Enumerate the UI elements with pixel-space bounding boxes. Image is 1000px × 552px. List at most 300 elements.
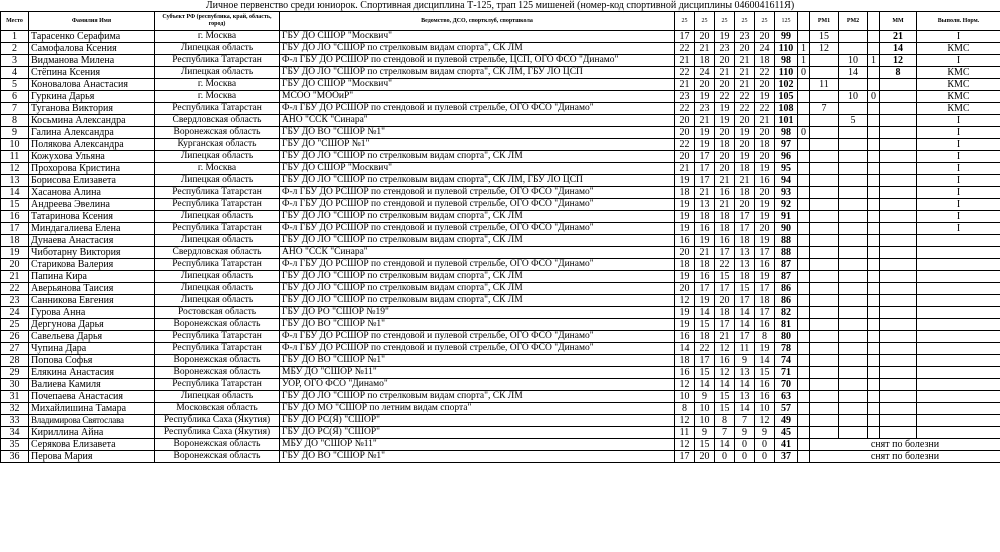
series-2-cell: 15 — [695, 319, 715, 331]
rm2-cell — [839, 367, 868, 379]
rm2-cell — [839, 259, 868, 271]
shootoff-1-cell — [798, 91, 810, 103]
series-1-cell: 20 — [675, 283, 695, 295]
series-2-cell: 16 — [695, 271, 715, 283]
table-row — [1, 391, 1000, 403]
shootoff-1-cell — [798, 31, 810, 43]
table-row — [1, 427, 1000, 439]
name-cell: Полякова Александра — [29, 139, 155, 151]
series-2-cell: 10 — [695, 415, 715, 427]
total-cell: 71 — [775, 367, 798, 379]
place-cell: 30 — [1, 379, 29, 391]
rm1-cell — [810, 211, 839, 223]
series-3-cell: 19 — [715, 115, 735, 127]
region-cell: Республика Татарстан — [155, 223, 280, 235]
mm-cell — [880, 307, 917, 319]
shootoff-2-cell — [868, 259, 880, 271]
region-cell: Воронежская область — [155, 319, 280, 331]
series-1-cell: 11 — [675, 427, 695, 439]
name-cell: Попова Софья — [29, 355, 155, 367]
header-norm: Выполн. Норм. — [917, 12, 1000, 31]
mm-cell — [880, 199, 917, 211]
region-cell: Московская область — [155, 403, 280, 415]
mm-cell — [880, 343, 917, 355]
rm2-cell — [839, 235, 868, 247]
rm2-cell — [839, 343, 868, 355]
series-3-cell: 23 — [715, 43, 735, 55]
shootoff-2-cell — [868, 115, 880, 127]
shootoff-2-cell — [868, 415, 880, 427]
series-4-cell: 21 — [735, 55, 755, 67]
series-5-cell: 22 — [755, 103, 775, 115]
place-cell: 14 — [1, 187, 29, 199]
region-cell: Республика Татарстан — [155, 259, 280, 271]
place-cell: 2 — [1, 43, 29, 55]
place-cell: 4 — [1, 67, 29, 79]
series-3-cell: 15 — [715, 271, 735, 283]
mm-cell — [880, 355, 917, 367]
series-5-cell: 20 — [755, 127, 775, 139]
series-2-cell: 24 — [695, 67, 715, 79]
rm2-cell — [839, 283, 868, 295]
rm1-cell — [810, 67, 839, 79]
series-4-cell: 9 — [735, 355, 755, 367]
series-4-cell: 14 — [735, 379, 755, 391]
rm1-cell — [810, 379, 839, 391]
series-3-cell: 20 — [715, 295, 735, 307]
series-5-cell: 21 — [755, 115, 775, 127]
org-cell: ГБУ ДО ЛО "СШОР по стрелковым видам спорта", СК ЛМ — [280, 271, 675, 283]
region-cell: Липецкая область — [155, 211, 280, 223]
org-cell: ГБУ ДО РС(Я) "СШОР" — [280, 415, 675, 427]
region-cell: Липецкая область — [155, 151, 280, 163]
series-4-cell: 21 — [735, 67, 755, 79]
series-3-cell: 18 — [715, 139, 735, 151]
total-cell: 108 — [775, 103, 798, 115]
name-cell: Перова Мария — [29, 451, 155, 463]
shootoff-1-cell: 1 — [798, 43, 810, 55]
series-1-cell: 17 — [675, 451, 695, 463]
region-cell: Республика Татарстан — [155, 343, 280, 355]
rm2-cell: 10 — [839, 55, 868, 67]
shootoff-2-cell — [868, 343, 880, 355]
series-3-cell: 15 — [715, 403, 735, 415]
rm2-cell — [839, 427, 868, 439]
series-3-cell: 18 — [715, 211, 735, 223]
norm-cell: КМС — [917, 103, 1000, 115]
header-region: Субъект РФ (республика, край, область, город) — [155, 12, 280, 31]
series-4-cell: 14 — [735, 403, 755, 415]
series-4-cell: 9 — [735, 427, 755, 439]
total-cell: 70 — [775, 379, 798, 391]
mm-cell — [880, 235, 917, 247]
rm2-cell — [839, 271, 868, 283]
place-cell: 21 — [1, 271, 29, 283]
series-2-cell: 9 — [695, 391, 715, 403]
rm2-cell — [839, 415, 868, 427]
table-row — [1, 283, 1000, 295]
norm-cell: КМС — [917, 43, 1000, 55]
org-cell: ГБУ ДО ЛО "СШОР по стрелковым видам спорта", СК ЛМ — [280, 295, 675, 307]
name-cell: Почепаева Анастасия — [29, 391, 155, 403]
series-4-cell: 18 — [735, 235, 755, 247]
name-cell: Михайлишина Тамара — [29, 403, 155, 415]
series-1-cell: 23 — [675, 91, 695, 103]
series-3-cell: 16 — [715, 235, 735, 247]
shootoff-1-cell — [798, 103, 810, 115]
shootoff-2-cell — [868, 247, 880, 259]
mm-cell — [880, 163, 917, 175]
shootoff-2-cell — [868, 319, 880, 331]
region-cell: Республика Саха (Якутия) — [155, 427, 280, 439]
series-5-cell: 15 — [755, 367, 775, 379]
norm-cell: I — [917, 175, 1000, 187]
norm-cell — [917, 283, 1000, 295]
region-cell: Воронежская область — [155, 355, 280, 367]
place-cell: 19 — [1, 247, 29, 259]
series-3-cell: 20 — [715, 127, 735, 139]
series-5-cell: 20 — [755, 187, 775, 199]
norm-cell — [917, 355, 1000, 367]
norm-cell: I — [917, 199, 1000, 211]
norm-cell — [917, 391, 1000, 403]
region-cell: Свердловская область — [155, 115, 280, 127]
place-cell: 17 — [1, 223, 29, 235]
series-2-cell: 14 — [695, 379, 715, 391]
norm-cell — [917, 319, 1000, 331]
series-4-cell: 17 — [735, 295, 755, 307]
norm-cell: КМС — [917, 67, 1000, 79]
shootoff-2-cell — [868, 283, 880, 295]
total-cell: 86 — [775, 295, 798, 307]
mm-cell — [880, 175, 917, 187]
series-1-cell: 22 — [675, 67, 695, 79]
norm-cell: I — [917, 55, 1000, 67]
org-cell: МБУ ДО "СШОР №11" — [280, 439, 675, 451]
series-1-cell: 19 — [675, 307, 695, 319]
series-1-cell: 8 — [675, 403, 695, 415]
rm1-cell — [810, 391, 839, 403]
rm1-cell — [810, 259, 839, 271]
rm2-cell — [839, 403, 868, 415]
region-cell: Республика Саха (Якутия) — [155, 415, 280, 427]
series-1-cell: 19 — [675, 319, 695, 331]
note-cell: снят по болезни — [810, 439, 1000, 451]
series-4-cell: 13 — [735, 391, 755, 403]
series-2-cell: 19 — [695, 139, 715, 151]
rm1-cell — [810, 223, 839, 235]
total-cell: 87 — [775, 271, 798, 283]
org-cell: АНО "ССК "Синара" — [280, 247, 675, 259]
shootoff-1-cell — [798, 115, 810, 127]
mm-cell: 8 — [880, 67, 917, 79]
name-cell: Хасанова Алина — [29, 187, 155, 199]
org-cell: МБУ ДО "СШОР №11" — [280, 367, 675, 379]
series-5-cell: 9 — [755, 427, 775, 439]
series-1-cell: 19 — [675, 223, 695, 235]
header-series-3: 25 — [715, 12, 735, 31]
mm-cell — [880, 259, 917, 271]
shootoff-1-cell — [798, 163, 810, 175]
place-cell: 28 — [1, 355, 29, 367]
org-cell: ГБУ ДО СШОР "Москвич" — [280, 31, 675, 43]
norm-cell: I — [917, 151, 1000, 163]
series-3-cell: 20 — [715, 79, 735, 91]
series-5-cell: 24 — [755, 43, 775, 55]
total-cell: 110 — [775, 67, 798, 79]
shootoff-2-cell — [868, 67, 880, 79]
total-cell: 98 — [775, 55, 798, 67]
table-row — [1, 211, 1000, 223]
total-cell: 81 — [775, 319, 798, 331]
place-cell: 7 — [1, 103, 29, 115]
table-row — [1, 103, 1000, 115]
shootoff-1-cell — [798, 319, 810, 331]
total-cell: 93 — [775, 187, 798, 199]
series-3-cell: 17 — [715, 247, 735, 259]
rm2-cell — [839, 307, 868, 319]
series-3-cell: 21 — [715, 175, 735, 187]
series-2-cell: 22 — [695, 343, 715, 355]
norm-cell — [917, 427, 1000, 439]
name-cell: Серякова Елизавета — [29, 439, 155, 451]
rm2-cell — [839, 43, 868, 55]
name-cell: Косьмина Александра — [29, 115, 155, 127]
rm2-cell — [839, 175, 868, 187]
place-cell: 36 — [1, 451, 29, 463]
rm1-cell — [810, 235, 839, 247]
series-3-cell: 7 — [715, 427, 735, 439]
shootoff-2-cell — [868, 43, 880, 55]
region-cell: Липецкая область — [155, 175, 280, 187]
header-mm: ММ — [880, 12, 917, 31]
total-cell: 86 — [775, 283, 798, 295]
rm1-cell: 15 — [810, 31, 839, 43]
series-1-cell: 22 — [675, 43, 695, 55]
total-cell: 88 — [775, 235, 798, 247]
series-2-cell: 17 — [695, 151, 715, 163]
place-cell: 15 — [1, 199, 29, 211]
total-cell: 74 — [775, 355, 798, 367]
series-4-cell: 22 — [735, 103, 755, 115]
table-row — [1, 175, 1000, 187]
mm-cell — [880, 391, 917, 403]
shootoff-1-cell — [798, 151, 810, 163]
header-shootoff-2 — [868, 12, 880, 31]
table-row — [1, 247, 1000, 259]
org-cell: ГБУ ДО ЛО "СШОР по стрелковым видам спорта", СК ЛМ — [280, 391, 675, 403]
rm2-cell — [839, 199, 868, 211]
rm1-cell — [810, 355, 839, 367]
series-5-cell: 10 — [755, 403, 775, 415]
table-row — [1, 379, 1000, 391]
region-cell: г. Москва — [155, 79, 280, 91]
series-1-cell: 22 — [675, 139, 695, 151]
series-4-cell: 23 — [735, 31, 755, 43]
series-2-cell: 19 — [695, 235, 715, 247]
series-3-cell: 16 — [715, 355, 735, 367]
mm-cell — [880, 223, 917, 235]
series-3-cell: 18 — [715, 307, 735, 319]
table-row — [1, 271, 1000, 283]
rm1-cell: 12 — [810, 43, 839, 55]
series-4-cell: 17 — [735, 223, 755, 235]
rm1-cell — [810, 247, 839, 259]
mm-cell — [880, 283, 917, 295]
series-1-cell: 22 — [675, 103, 695, 115]
org-cell: Ф-л ГБУ ДО РСШОР по стендовой и пулевой стрельбе, ЦСП, ОГО ФСО "Динамо" — [280, 55, 675, 67]
region-cell: Республика Татарстан — [155, 187, 280, 199]
series-4-cell: 18 — [735, 187, 755, 199]
mm-cell — [880, 211, 917, 223]
shootoff-1-cell — [798, 367, 810, 379]
series-4-cell: 18 — [735, 163, 755, 175]
rm2-cell — [839, 319, 868, 331]
header-place: Место — [1, 12, 29, 31]
shootoff-2-cell — [868, 127, 880, 139]
series-1-cell: 12 — [675, 295, 695, 307]
series-4-cell: 0 — [735, 439, 755, 451]
region-cell: Липецкая область — [155, 391, 280, 403]
series-5-cell: 18 — [755, 139, 775, 151]
series-5-cell: 20 — [755, 79, 775, 91]
series-5-cell: 8 — [755, 331, 775, 343]
region-cell: Республика Татарстан — [155, 103, 280, 115]
table-row — [1, 259, 1000, 271]
total-cell: 88 — [775, 247, 798, 259]
series-1-cell: 19 — [675, 175, 695, 187]
table-row — [1, 91, 1000, 103]
shootoff-1-cell — [798, 331, 810, 343]
norm-cell: I — [917, 211, 1000, 223]
total-cell: 78 — [775, 343, 798, 355]
region-cell: Липецкая область — [155, 295, 280, 307]
shootoff-1-cell — [798, 307, 810, 319]
series-5-cell: 17 — [755, 283, 775, 295]
series-1-cell: 19 — [675, 211, 695, 223]
place-cell: 35 — [1, 439, 29, 451]
total-cell: 94 — [775, 175, 798, 187]
total-cell: 80 — [775, 331, 798, 343]
shootoff-1-cell — [798, 439, 810, 451]
place-cell: 3 — [1, 55, 29, 67]
shootoff-1-cell — [798, 79, 810, 91]
norm-cell: I — [917, 223, 1000, 235]
rm1-cell: 11 — [810, 79, 839, 91]
series-3-cell: 15 — [715, 391, 735, 403]
total-cell: 102 — [775, 79, 798, 91]
total-cell: 63 — [775, 391, 798, 403]
mm-cell — [880, 415, 917, 427]
rm2-cell — [839, 211, 868, 223]
series-2-cell: 19 — [695, 127, 715, 139]
document-title: Личное первенство среди юниорок. Спортивная дисциплина Т-125, трап 125 мишеней (номер-код спортивной дисциплины 0460041611Я) — [205, 0, 795, 11]
series-1-cell: 20 — [675, 151, 695, 163]
total-cell: 92 — [775, 199, 798, 211]
series-3-cell: 8 — [715, 415, 735, 427]
region-cell: Липецкая область — [155, 43, 280, 55]
series-3-cell: 19 — [715, 103, 735, 115]
series-3-cell: 18 — [715, 223, 735, 235]
header-series-4: 25 — [735, 12, 755, 31]
name-cell: Валиева Камиля — [29, 379, 155, 391]
table-row — [1, 403, 1000, 415]
table-row — [1, 223, 1000, 235]
place-cell: 16 — [1, 211, 29, 223]
series-5-cell: 17 — [755, 307, 775, 319]
norm-cell: КМС — [917, 91, 1000, 103]
region-cell: Курганская область — [155, 139, 280, 151]
org-cell: ГБУ ДО ВО "СШОР №1" — [280, 451, 675, 463]
norm-cell — [917, 367, 1000, 379]
name-cell: Чупина Дара — [29, 343, 155, 355]
norm-cell — [917, 415, 1000, 427]
name-cell: Дергунова Дарья — [29, 319, 155, 331]
total-cell: 97 — [775, 139, 798, 151]
org-cell: ГБУ ДО РС(Я) "СШОР" — [280, 427, 675, 439]
rm2-cell — [839, 223, 868, 235]
place-cell: 22 — [1, 283, 29, 295]
table-row — [1, 367, 1000, 379]
place-cell: 33 — [1, 415, 29, 427]
shootoff-2-cell — [868, 187, 880, 199]
region-cell: Воронежская область — [155, 451, 280, 463]
series-5-cell: 0 — [755, 439, 775, 451]
mm-cell — [880, 271, 917, 283]
table-row — [1, 331, 1000, 343]
rm2-cell — [839, 379, 868, 391]
table-row — [1, 55, 1000, 67]
series-5-cell: 16 — [755, 259, 775, 271]
shootoff-1-cell: 0 — [798, 127, 810, 139]
series-5-cell: 18 — [755, 295, 775, 307]
rm1-cell — [810, 403, 839, 415]
series-3-cell: 17 — [715, 283, 735, 295]
name-cell: Татаринова Ксения — [29, 211, 155, 223]
series-3-cell: 21 — [715, 199, 735, 211]
series-1-cell: 12 — [675, 415, 695, 427]
mm-cell — [880, 79, 917, 91]
series-5-cell: 19 — [755, 343, 775, 355]
series-4-cell: 21 — [735, 175, 755, 187]
rm1-cell — [810, 187, 839, 199]
norm-cell — [917, 331, 1000, 343]
series-3-cell: 0 — [715, 451, 735, 463]
shootoff-2-cell — [868, 139, 880, 151]
org-cell: Ф-л ГБУ ДО РСШОР по стендовой и пулевой стрельбе, ОГО ФСО "Динамо" — [280, 223, 675, 235]
org-cell: ГБУ ДО ВО "СШОР №1" — [280, 319, 675, 331]
shootoff-2-cell — [868, 307, 880, 319]
series-1-cell: 16 — [675, 331, 695, 343]
total-cell: 87 — [775, 259, 798, 271]
series-3-cell: 20 — [715, 55, 735, 67]
shootoff-2-cell — [868, 379, 880, 391]
place-cell: 18 — [1, 235, 29, 247]
shootoff-1-cell — [798, 187, 810, 199]
table-row — [1, 31, 1000, 43]
place-cell: 31 — [1, 391, 29, 403]
shootoff-1-cell — [798, 247, 810, 259]
norm-cell: I — [917, 127, 1000, 139]
norm-cell — [917, 307, 1000, 319]
series-2-cell: 19 — [695, 91, 715, 103]
org-cell: ГБУ ДО ЛО "СШОР по стрелковым видам спорта", СК ЛМ — [280, 283, 675, 295]
region-cell: Липецкая область — [155, 271, 280, 283]
series-4-cell: 17 — [735, 211, 755, 223]
table-row — [1, 451, 1000, 463]
norm-cell: I — [917, 31, 1000, 43]
series-2-cell: 21 — [695, 247, 715, 259]
